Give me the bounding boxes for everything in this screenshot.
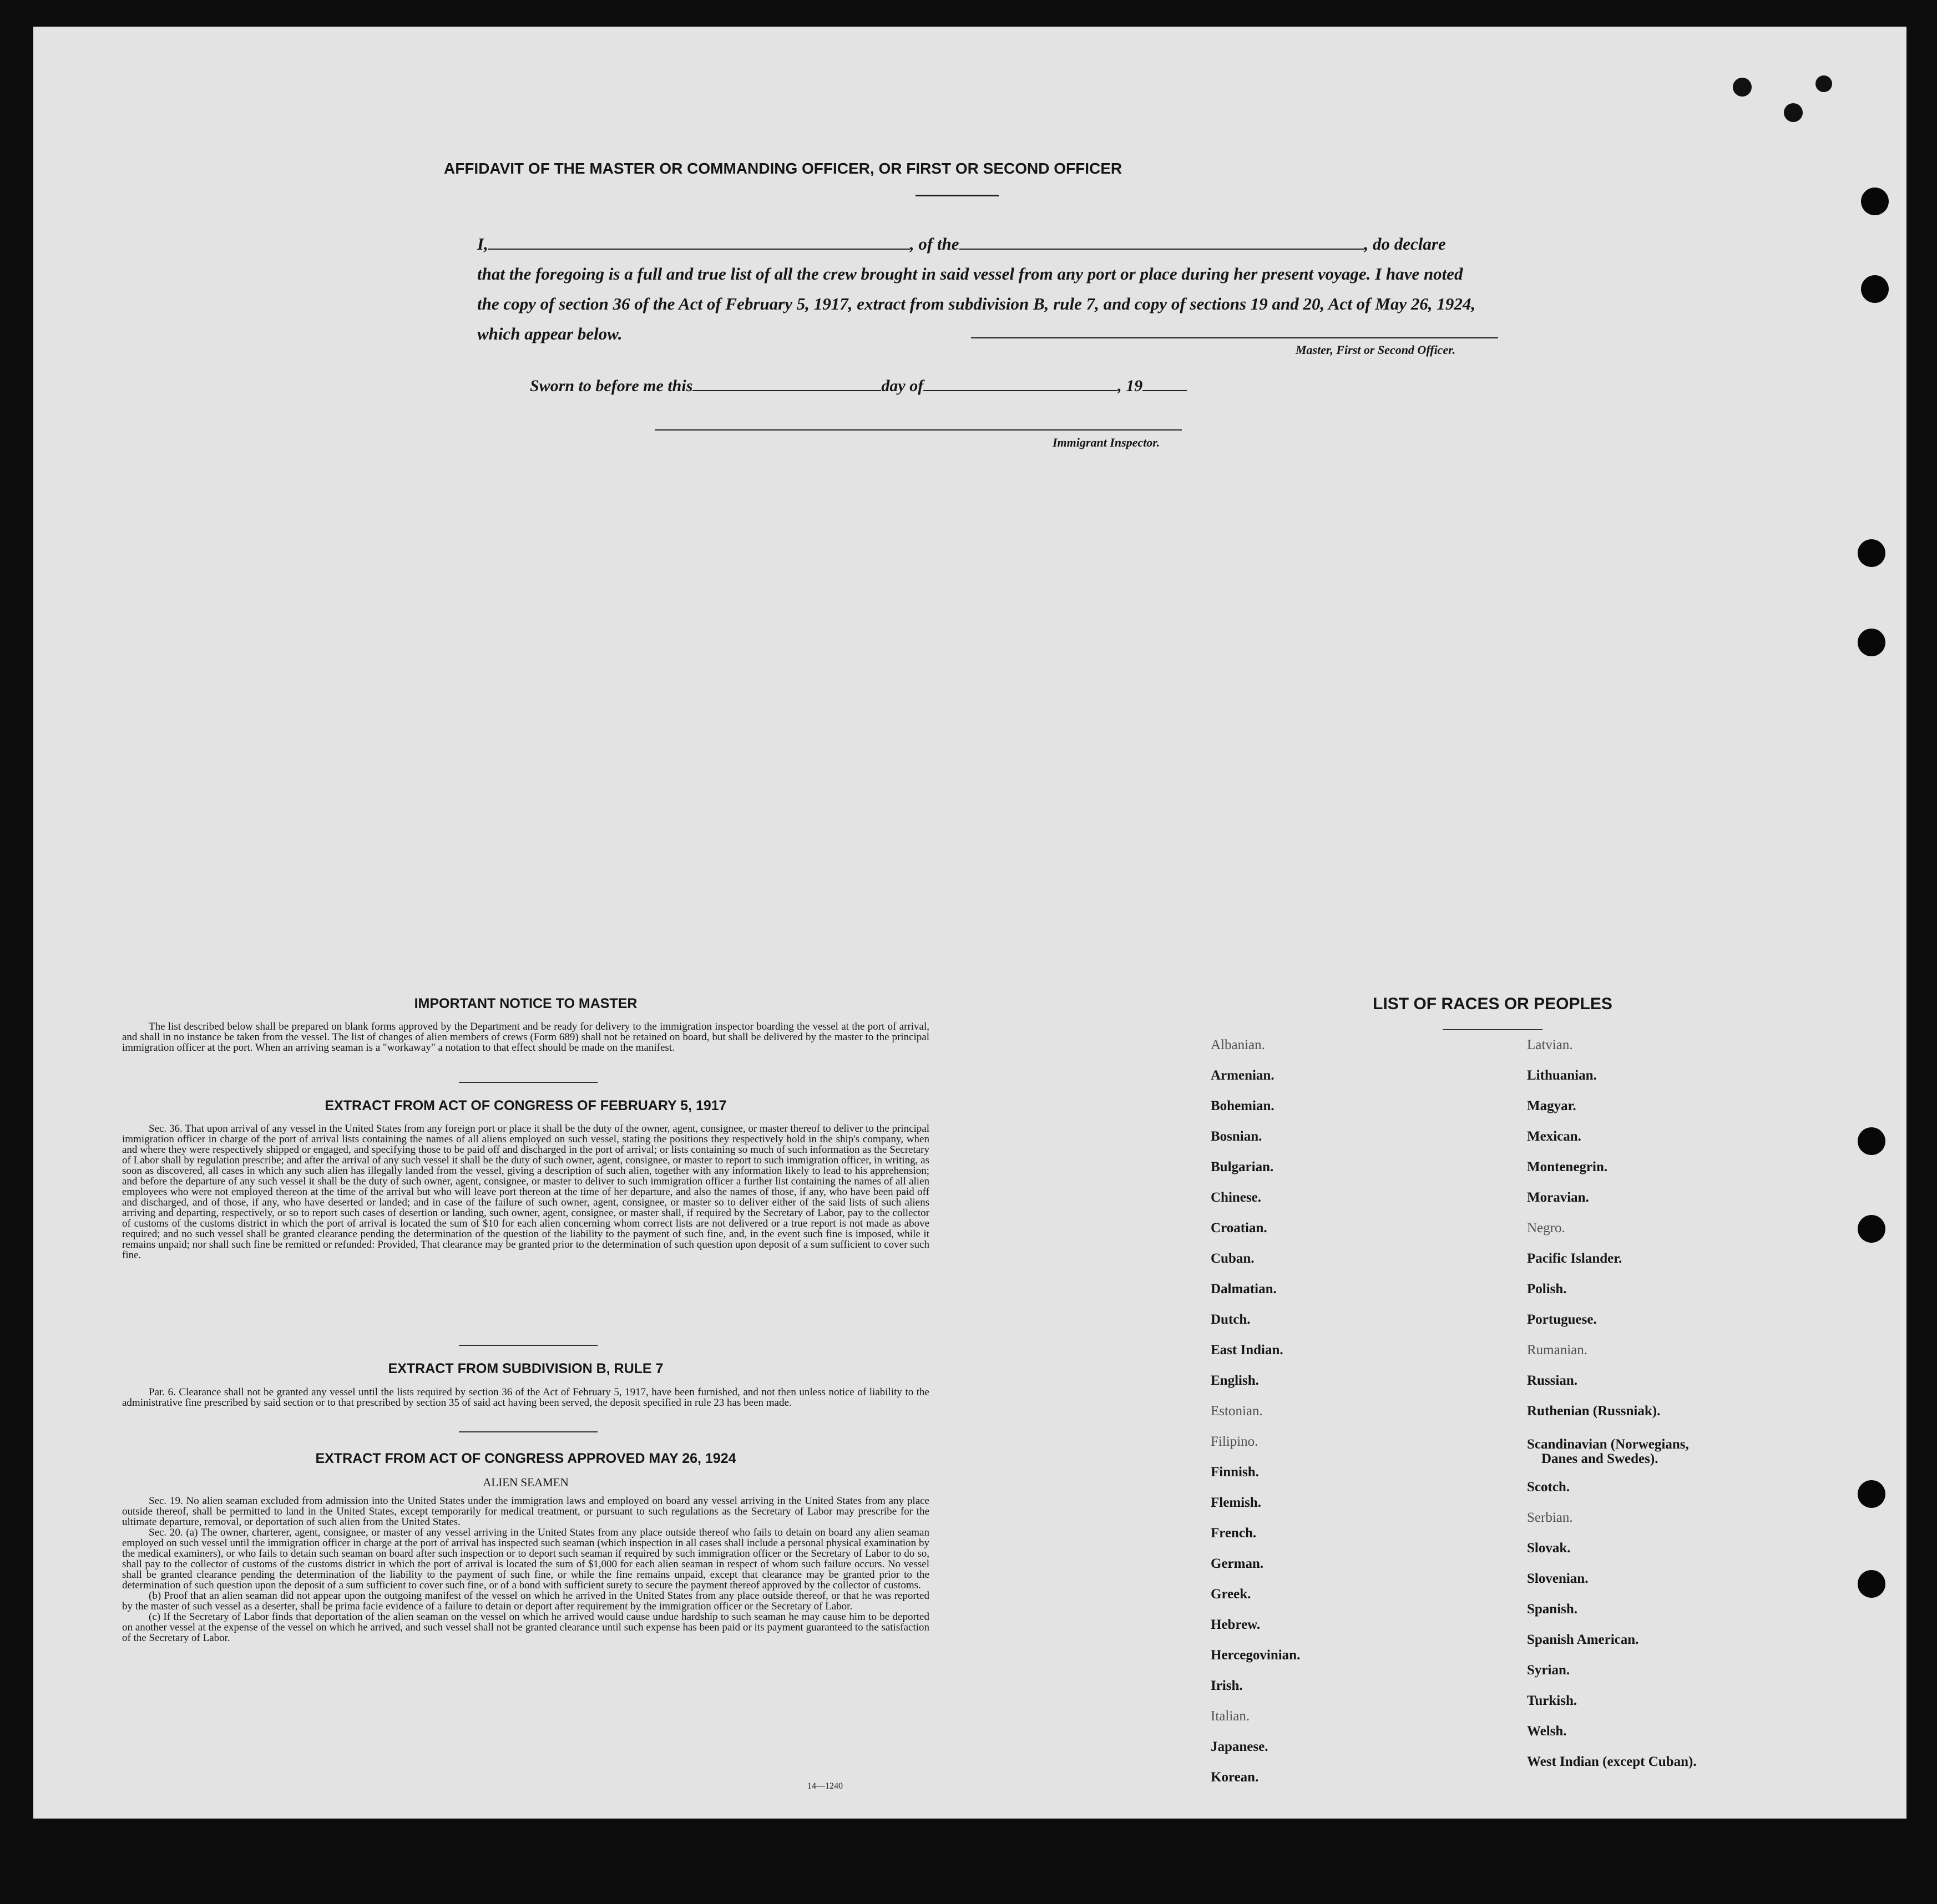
race-item: French.: [1211, 1526, 1257, 1541]
race-item: West Indian (except Cuban).: [1527, 1754, 1697, 1769]
race-item: Moravian.: [1527, 1190, 1589, 1205]
race-item: Italian.: [1211, 1709, 1250, 1724]
race-item: Dutch.: [1211, 1312, 1251, 1327]
master-signature-caption: Master, First or Second Officer.: [1296, 343, 1456, 357]
race-item: German.: [1211, 1556, 1264, 1571]
race-item: Japanese.: [1211, 1739, 1268, 1754]
extract-1924-body: [122, 1496, 929, 1643]
sworn-month-field[interactable]: [923, 373, 1117, 391]
race-item: Croatian.: [1211, 1221, 1267, 1235]
race-item: Polish.: [1527, 1282, 1567, 1297]
binder-hole: [1858, 1570, 1885, 1598]
affidavit-title: AFFIDAVIT OF THE MASTER OR COMMANDING OFFICER, OR FIRST OR SECOND OFFICER: [444, 160, 1122, 177]
ink-speck: [1784, 103, 1803, 122]
affidavit-declaration: [477, 229, 1531, 349]
notice-body: [122, 1021, 929, 1053]
race-item: Armenian.: [1211, 1068, 1275, 1083]
declaration-i: I,: [477, 234, 488, 254]
paragraph-6-text: Par. 6. Clearance shall not be granted any vessel until the lists required by section 36 of the Act of February 5, 1917, have been furnished, and not then unless notice of liability to the administrative fine prescribed by said section or to that prescribed by section 35 of said act having been served, the deposit specified in rule 23 has been made.: [122, 1386, 929, 1409]
race-item: East Indian.: [1211, 1343, 1283, 1358]
race-item: Welsh.: [1527, 1724, 1567, 1739]
race-item: Scandinavian (Norwegians,: [1527, 1437, 1689, 1452]
race-item: Montenegrin.: [1527, 1159, 1608, 1174]
race-item: Serbian.: [1527, 1510, 1573, 1525]
race-item: Slovak.: [1527, 1541, 1571, 1556]
document-sheet: [33, 27, 1906, 1819]
section-20c-text: (c) If the Secretary of Labor finds that deportation of the alien seaman on the vessel on which he arrived would cause undue hardship to such seaman he may cause him to be deported on another vessel at the expense of the vessel on which he arrived, and such vessel shall not be granted clearance until such expense has been paid or its payment guaranteed to the satisfaction of the Secretary of Labor.: [122, 1611, 929, 1644]
race-item: Negro.: [1527, 1221, 1565, 1235]
declaration-of-the: , of the: [909, 234, 959, 254]
race-item: Flemish.: [1211, 1495, 1261, 1510]
race-item: Latvian.: [1527, 1037, 1573, 1052]
declaration-line-4: which appear below.: [477, 324, 623, 343]
race-item: Russian.: [1527, 1373, 1578, 1388]
alien-seamen-subheading: ALIEN SEAMEN: [483, 1476, 569, 1489]
notice-heading: IMPORTANT NOTICE TO MASTER: [414, 996, 638, 1011]
binder-hole: [1858, 1127, 1885, 1155]
race-item: Chinese.: [1211, 1190, 1261, 1205]
binder-hole: [1858, 1480, 1885, 1508]
race-item: Greek.: [1211, 1587, 1251, 1602]
section-divider: [459, 1082, 598, 1083]
race-item: Scotch.: [1527, 1480, 1570, 1495]
races-title-divider: [1443, 1029, 1542, 1030]
sworn-day-field[interactable]: [692, 373, 881, 391]
race-item-scandinavian: [1527, 1434, 1815, 1480]
races-list-title: LIST OF RACES OR PEOPLES: [1373, 995, 1612, 1013]
race-item: Magyar.: [1527, 1098, 1576, 1113]
declaration-do-declare: , do declare: [1364, 234, 1446, 254]
binder-hole: [1858, 1215, 1885, 1243]
sworn-day-of: day of: [881, 377, 924, 395]
title-divider: [916, 195, 999, 196]
form-number: 14—1240: [807, 1781, 843, 1791]
race-item: Lithuanian.: [1527, 1068, 1597, 1083]
vessel-name-field[interactable]: [959, 232, 1364, 250]
race-item: Cuban.: [1211, 1251, 1255, 1266]
race-item: Ruthenian (Russniak).: [1527, 1404, 1661, 1419]
section-divider: [459, 1431, 598, 1432]
sworn-year-prefix: , 19: [1117, 377, 1143, 395]
section-20b-text: (b) Proof that an alien seaman did not appear upon the outgoing manifest of the vessel on which he arrived in the United States from any place outside thereof, or that he was reported by the master of such vessel as a deserter, shall be prima facie evidence of a failure to detain or deport after requirement by the immigration officer or the Secretary of Labor.: [122, 1590, 929, 1612]
race-item: Finnish.: [1211, 1465, 1259, 1480]
declarant-name-field[interactable]: [488, 232, 910, 250]
declaration-line-1: [477, 229, 1531, 259]
sworn-statement: [530, 373, 1187, 396]
ink-speck: [1815, 75, 1832, 92]
extract-rule7-heading: EXTRACT FROM SUBDIVISION B, RULE 7: [388, 1361, 664, 1376]
master-signature-line[interactable]: [971, 337, 1498, 338]
inspector-signature-line[interactable]: [655, 429, 1182, 431]
race-item: Estonian.: [1211, 1404, 1263, 1419]
extract-1917-heading: EXTRACT FROM ACT OF CONGRESS OF FEBRUARY 5, 1917: [325, 1098, 727, 1113]
race-item: Hercegovinian.: [1211, 1648, 1301, 1663]
race-item: Mexican.: [1527, 1129, 1581, 1144]
race-item: Pacific Islander.: [1527, 1251, 1622, 1266]
race-item: Korean.: [1211, 1770, 1259, 1785]
race-item: Spanish American.: [1527, 1632, 1639, 1647]
section-36-text: Sec. 36. That upon arrival of any vessel in the United States from any foreign port or place it shall be the duty of the owner, agent, consignee, or master thereof to deliver to the principal immigration officer in charge of the port of arrival lists containing the names of all aliens employed on such vessel, stating the positions they respectively hold in the ship's company, when and where they were respectively shipped or engaged, and specifying those to be paid off and discharged in the port of arrival; or lists containing so much of such information as the Secretary of Labor shall by regulation prescribe; and after the arrival of any such vessel it shall be the duty of such owner, agent, consignee, or master to report to such immigration officer, in writing, as soon as discovered, all cases in which any such alien has illegally landed from the vessel, giving a description of such alien, together with any information likely to lead to his apprehension; and before the departure of any such vessel it shall be the duty of such owner, agent, consignee, or master to deliver to such immigration officer a further list containing the names of all alien employees who were not employed thereon at the time of the arrival but who will leave port thereon at the time of her departure, and also the names of those, if any, who have been paid off and discharged, and of those, if any, who have deserted or landed; and in case of the failure of such owner, agent, consignee, or master so to deliver either of the said lists of such aliens arriving and departing, respectively, or so to report such cases of desertion or landing, such owner, agent, consignee, or master shall, if required by the Secretary of Labor, pay to the collector of customs of the customs district in which the port of arrival is located the sum of $10 for each alien concerning whom correct lists are not delivered or a true report is not made as above required; and no such vessel shall be granted clearance pending the determination of the question of the liability to the payment of such fine, and, in the event such fine is imposed, while it remains unpaid; nor shall such fine be remitted or refunded: Provided, That clearance may be granted prior to the determination of such question upon deposit of a sum sufficient to cover such fine.: [122, 1123, 929, 1261]
race-item: Bohemian.: [1211, 1098, 1275, 1113]
binder-hole: [1858, 629, 1885, 656]
section-divider: [459, 1345, 598, 1346]
race-item: Portuguese.: [1527, 1312, 1597, 1327]
section-19-text: Sec. 19. No alien seaman excluded from admission into the United States under the immigration laws and employed on board any vessel arriving in the United States from any place outside thereof, shall be permitted to land in the United States, except temporarily for medical treatment, or pursuant to such regulations as the Secretary of Labor may prescribe for the ultimate departure, removal, or deportation of such alien from the United States.: [122, 1495, 929, 1528]
declaration-line-3: the copy of section 36 of the Act of February 5, 1917, extract from subdivision B, rule 7, and copy of sections 19 and 20, Act of May 26, 1924,: [477, 294, 1476, 313]
race-item: Bulgarian.: [1211, 1159, 1274, 1174]
race-item: English.: [1211, 1373, 1259, 1388]
binder-hole: [1861, 275, 1889, 303]
sworn-label: Sworn to before me this: [530, 377, 693, 395]
notice-text: The list described below shall be prepared on blank forms approved by the Department and be ready for delivery to the immigration inspector boarding the vessel at the port of arrival, and shall in no instance be taken from the vessel. The list of changes of alien members of crews (Form 689) shall not be retained on board, but shall be delivered by the master to the principal immigration officer at the port. When an arriving seaman is a "workaway" a notation to that effect should be made on the manifest.: [122, 1021, 929, 1054]
binder-hole: [1861, 188, 1889, 215]
race-item: Bosnian.: [1211, 1129, 1262, 1144]
race-item: Hebrew.: [1211, 1617, 1261, 1632]
extract-rule7-body: [122, 1387, 929, 1408]
inspector-signature-caption: Immigrant Inspector.: [1053, 436, 1160, 449]
race-item: Slovenian.: [1527, 1571, 1589, 1586]
extract-1917-body: [122, 1123, 929, 1260]
race-item: Turkish.: [1527, 1693, 1577, 1708]
races-left-column: [1211, 1037, 1499, 1800]
race-item: Filipino.: [1211, 1434, 1258, 1449]
race-item: Rumanian.: [1527, 1343, 1588, 1358]
race-item: Albanian.: [1211, 1037, 1265, 1052]
declaration-line-2: that the foregoing is a full and true list of all the crew brought in said vessel from any port or place during her present voyage. I have noted: [477, 264, 1463, 283]
races-right-column: [1527, 1037, 1815, 1785]
race-item: Irish.: [1211, 1678, 1243, 1693]
extract-1924-heading: EXTRACT FROM ACT OF CONGRESS APPROVED MAY 26, 1924: [315, 1451, 736, 1466]
race-item: Spanish.: [1527, 1602, 1578, 1617]
ink-speck: [1733, 78, 1752, 97]
binder-hole: [1858, 539, 1885, 567]
section-20a-text: Sec. 20. (a) The owner, charterer, agent, consignee, or master of any vessel arriving in the United States from any place outside thereof who fails to detain on board any alien seaman employed on such vessel until the immigration officer in charge at the port of arrival has inspected such seaman (which inspection in all cases shall include a personal physical examination by the medical examiners), or who fails to detain such seaman on board after such inspection or to deport such seaman if required by such immigration officer or the Secretary of Labor to do so, shall pay to the collector of customs of the customs district in which the port of arrival is located the sum of $1,000 for each alien seaman in respect of whom such failure occurs. No vessel shall be granted clearance pending the determination of the liability to the payment of such fine, or while the fine remains unpaid, except that clearance may be granted prior to the determination of such question upon the deposit of a sum sufficient to cover such fine, or of a bond with sufficient surety to secure the payment thereof approved by the collector of customs.: [122, 1527, 929, 1591]
race-item: Dalmatian.: [1211, 1282, 1277, 1297]
race-item: Syrian.: [1527, 1663, 1570, 1678]
race-item-continued: Danes and Swedes).: [1541, 1451, 1658, 1466]
sworn-year-field[interactable]: [1142, 373, 1187, 391]
